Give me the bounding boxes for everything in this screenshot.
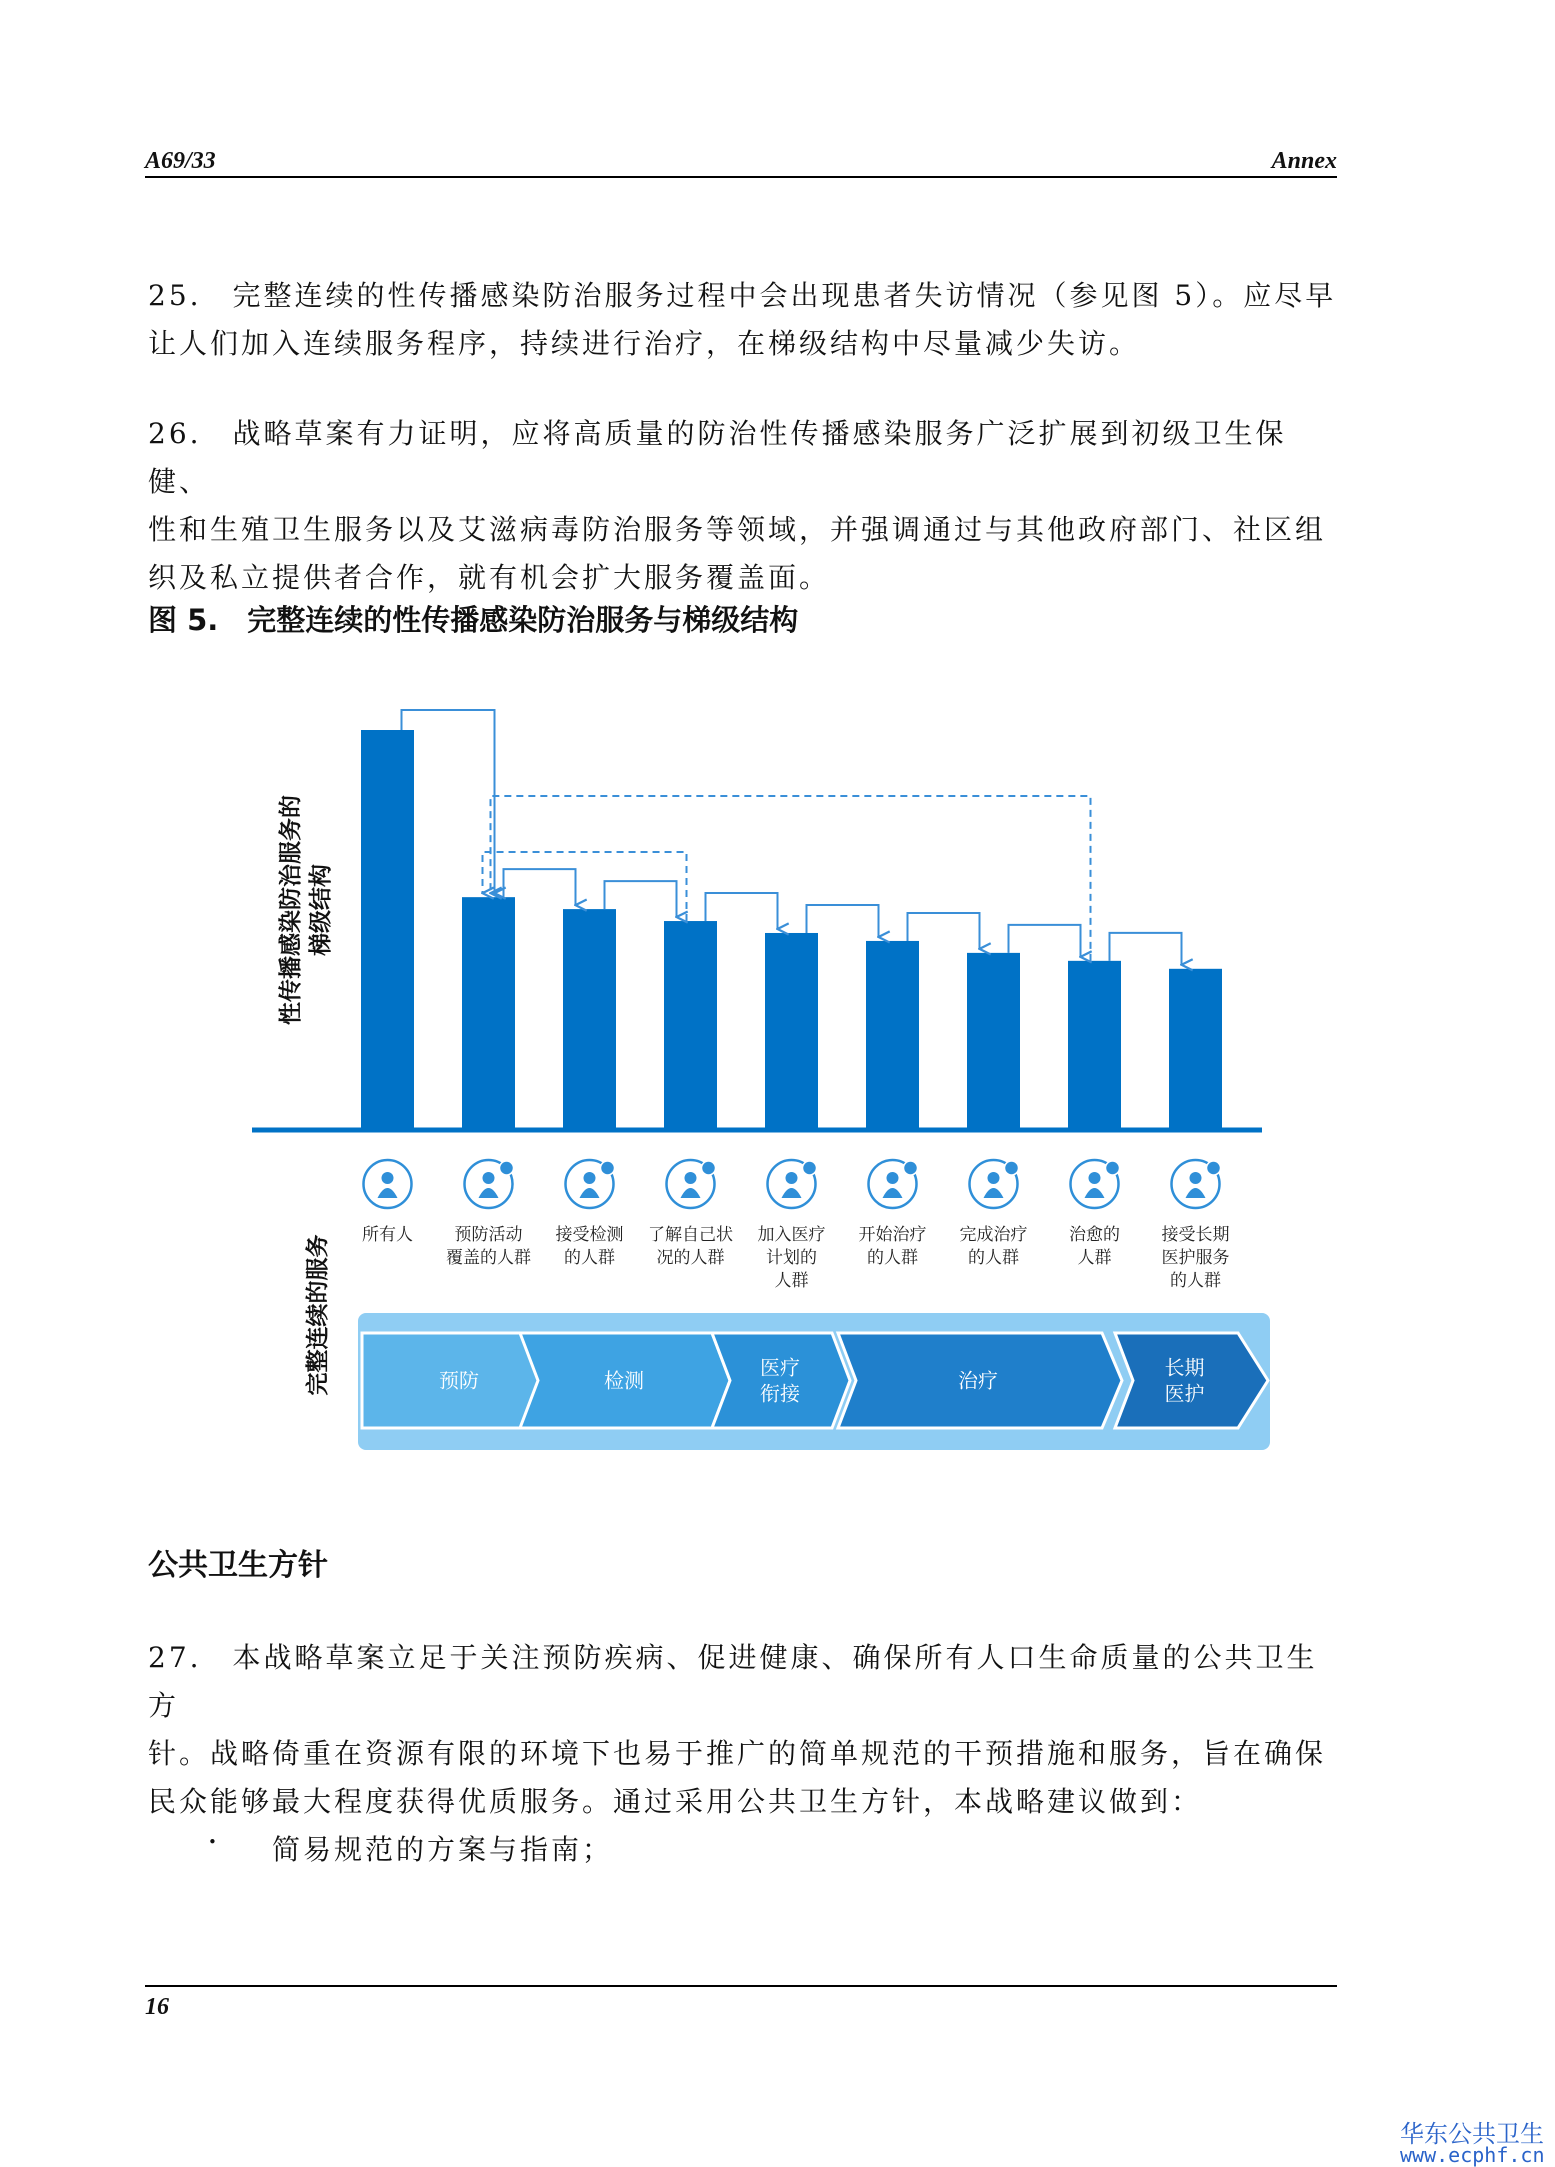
cascade-bar bbox=[866, 941, 919, 1128]
paragraph-27 bbox=[148, 1634, 1338, 1826]
paragraph-line: 27. 本战略草案立足于关注预防疾病、促进健康、确保所有人口生命质量的公共卫生方 bbox=[148, 1641, 1318, 1722]
paragraph-line: 26. 战略草案有力证明，应将高质量的防治性传播感染服务广泛扩展到初级卫生保健、 bbox=[148, 417, 1287, 498]
watermark-name: 华东公共卫生 bbox=[1400, 2120, 1544, 2148]
icon-badge bbox=[702, 1161, 716, 1175]
cascade-bar bbox=[462, 897, 515, 1128]
icon-head bbox=[786, 1172, 798, 1184]
paragraph-line: 性和生殖卫生服务以及艾滋病毒防治服务等领域，并强调通过与其他政府部门、社区组 bbox=[148, 513, 1327, 546]
stage-chevron bbox=[1115, 1333, 1268, 1428]
cascade-arrow bbox=[1110, 933, 1182, 965]
bullet-text: 简易规范的方案与指南； bbox=[272, 1833, 614, 1866]
icon-head bbox=[382, 1172, 394, 1184]
icon-head bbox=[988, 1172, 1000, 1184]
icon-head bbox=[887, 1172, 899, 1184]
category-label: 接受长期 bbox=[1161, 1225, 1230, 1245]
stage-chevron bbox=[712, 1333, 850, 1428]
category-label: 的人群 bbox=[968, 1248, 1019, 1268]
icon-head bbox=[584, 1172, 596, 1184]
service-continuum-label: 完整连续的服务 bbox=[305, 1234, 331, 1396]
icon-head bbox=[1190, 1172, 1202, 1184]
cascade-bar bbox=[563, 909, 616, 1128]
category-label: 的人群 bbox=[867, 1248, 918, 1268]
category-label: 完成治疗 bbox=[959, 1225, 1028, 1245]
stage-label: 预防 bbox=[439, 1368, 479, 1393]
cascade-bar bbox=[361, 730, 414, 1128]
document-code: A69/33 bbox=[145, 148, 216, 174]
stage-label: 检测 bbox=[604, 1368, 644, 1393]
treatment-start-icon bbox=[869, 1160, 918, 1208]
category-label: 的人群 bbox=[564, 1248, 615, 1268]
icon-badge bbox=[601, 1161, 615, 1175]
stage-label: 医疗 bbox=[760, 1355, 800, 1380]
test-tube-icon bbox=[566, 1160, 615, 1208]
care-hand-icon bbox=[1172, 1160, 1221, 1208]
category-label: 的人群 bbox=[1170, 1271, 1221, 1291]
bullet-marker: • bbox=[208, 1833, 217, 1851]
category-label: 医护服务 bbox=[1161, 1248, 1230, 1268]
paragraph-line: 25. 完整连续的性传播感染防治服务过程中会出现患者失访情况（参见图 5）。应尽早 bbox=[148, 279, 1337, 312]
figure-title: 图 5. 完整连续的性传播感染防治服务与梯级结构 bbox=[148, 603, 799, 637]
category-label: 加入医疗 bbox=[757, 1225, 826, 1245]
cascade-arrow bbox=[402, 710, 495, 893]
icon-head bbox=[1089, 1172, 1101, 1184]
icon-badge bbox=[500, 1161, 514, 1175]
icon-head bbox=[685, 1172, 697, 1184]
people-group-icon bbox=[364, 1160, 412, 1208]
category-label: 接受检测 bbox=[555, 1225, 624, 1245]
stage-label: 长期 bbox=[1164, 1355, 1205, 1380]
footer-rule bbox=[145, 1985, 1337, 1987]
cascade-arrow bbox=[1009, 925, 1081, 957]
paragraph-line: 民众能够最大程度获得优质服务。通过采用公共卫生方针，本战略建议做到： bbox=[148, 1785, 1203, 1818]
icon-badge bbox=[1005, 1161, 1019, 1175]
category-label: 人群 bbox=[1077, 1248, 1112, 1268]
annex-label: Annex bbox=[1271, 148, 1337, 174]
y-axis-label: 梯级结构 bbox=[308, 864, 334, 956]
search-person-icon bbox=[465, 1160, 514, 1208]
icon-head bbox=[483, 1172, 495, 1184]
cascade-bar bbox=[1169, 969, 1222, 1128]
icon-badge bbox=[1106, 1161, 1120, 1175]
cascade-bar bbox=[765, 933, 818, 1128]
paragraph-line: 让人们加入连续服务程序，持续进行治疗，在梯级结构中尽量减少失访。 bbox=[148, 327, 1141, 360]
treatment-complete-icon bbox=[970, 1160, 1019, 1208]
category-label: 覆盖的人群 bbox=[446, 1248, 531, 1268]
category-label: 人群 bbox=[774, 1271, 809, 1291]
cascade-bar bbox=[1068, 961, 1121, 1128]
stage-label: 治疗 bbox=[958, 1368, 998, 1393]
cascade-bar bbox=[967, 953, 1020, 1128]
category-label: 预防活动 bbox=[454, 1225, 523, 1245]
section-title: 公共卫生方针 bbox=[148, 1548, 328, 1583]
cured-pill-icon bbox=[1071, 1160, 1120, 1208]
cascade-bar bbox=[664, 921, 717, 1128]
category-label: 了解自己状 bbox=[648, 1225, 733, 1245]
y-axis-label: 性传播感染防治服务的 bbox=[278, 795, 304, 1025]
stage-label: 衔接 bbox=[760, 1381, 800, 1406]
paragraph-line: 织及私立提供者合作，就有机会扩大服务覆盖面。 bbox=[148, 561, 831, 594]
category-label: 所有人 bbox=[362, 1225, 413, 1245]
cascade-arrow bbox=[807, 905, 879, 937]
handshake-icon bbox=[768, 1160, 817, 1208]
category-label: 况的人群 bbox=[656, 1248, 725, 1268]
person-status-icon bbox=[667, 1160, 716, 1208]
page-number: 16 bbox=[145, 1994, 169, 2020]
category-label: 开始治疗 bbox=[858, 1225, 927, 1245]
watermark-url: www.ecphf.cn bbox=[1400, 2143, 1545, 2167]
category-label: 计划的 bbox=[766, 1248, 817, 1268]
paragraph-line: 针。战略倚重在资源有限的环境下也易于推广的简单规范的干预措施和服务，旨在确保 bbox=[148, 1737, 1327, 1770]
icon-badge bbox=[1207, 1161, 1221, 1175]
category-label: 治愈的 bbox=[1069, 1225, 1120, 1245]
icon-badge bbox=[803, 1161, 817, 1175]
icon-badge bbox=[904, 1161, 918, 1175]
stage-label: 医护 bbox=[1164, 1381, 1205, 1406]
